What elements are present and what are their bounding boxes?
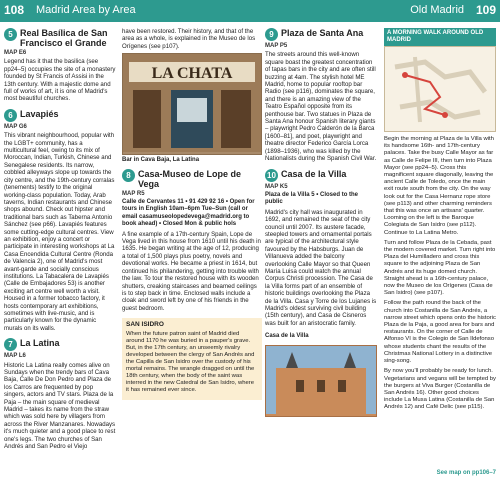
map-ref: MAP G6 [4,123,27,130]
photo-bar-la-latina [122,53,262,155]
walk-paragraph: By now you'll probably be ready for lunch. Vegetarians and vegans will be tempted by the burgers at Viva Burger (Costanilla de San Andrés 16). Other good choices include La Musa Latina (Costanilla de San Andrés 12) and Café Delic (see p115). [384,368,496,411]
entry-10 [265,169,377,328]
photo-caption: Casa de la Villa [265,333,309,340]
entry-number: 10 [265,169,278,182]
column-4 [384,28,496,474]
san-isidro-box [122,318,262,399]
entry-number: 5 [4,28,17,41]
walk-map [384,46,496,132]
route-map-illustration [385,47,495,129]
entry-title: Casa-Museo de Lope de Vega [138,168,242,189]
building-illustration [266,346,376,414]
entry-title: Plaza de Santa Ana [281,28,364,38]
entry-title: La Latina [20,338,60,349]
photo-caption: Bar in Cava Baja, La Latina [122,157,200,164]
entry-text: A fine example of a 17th-century Spain, Lope de Vega lived in this house from 1610 until his death in 1635. He began writing at the age of 12, producing a total of 1,500 plays plus poetry, novels and devotional works. He became a priest in 1614, but continued his philandering, getting into trouble with the law. To tour the restored house with its wooden shutters, creaking staircases and beamed ceilings is to step back in time. Enclosed walls include a cloak and sword left by one of his friends in the guest bedroom. [122,230,261,312]
entry-number: 6 [4,109,17,122]
page-header [0,0,500,22]
photo-casa-de-la-villa [265,345,377,417]
map-ref: MAP R5 [122,190,145,197]
column-2 [122,28,262,474]
walk-paragraph: Begin the morning at Plaza de la Villa with its handsome 16th- and 17th-century palaces. Take the busy Calle Mayor as far as Calle de Felipe III, then turn into Plaza Mayor (see pp24–5). Cross this magnificent square diagonally, leaving the ancient Calle de Toledo, once the main exit route south from the city. On the way look out for the Casa Hernanz rope store (see p113) and other charming reminders that this was once an artisans' quarter. Looming on the left is the Baroque Colegiata de San Isidro (see p112). Continue to La Latina Metro. [384,136,494,236]
entry-7 [4,338,116,450]
map-ref: MAP P5 [265,43,288,49]
bar-facade-illustration [123,54,261,152]
visitor-info: Calle de Cervantes 11 • 91 429 92 16 • Open for tours in English 10am–6pm Tue–Sun (call or email casamuseolopedevega@madrid.org to book ahead) • Closed Mon & public hols [122,199,255,228]
entry-6 [4,109,116,332]
entry-text: The streets around this well-known square boast the greatest concentration of tapas bars in the city and are often still buzzing at 4am. The stylish hotel ME Madrid, home to popular rooftop bar Radio (see p116), dominates the square, and there is an amazing view of the Teatro Español opposite from its penthouse bar. Two statues in Plaza de Santa Ana honour Spanish literary giants – playwright Pedro Calderón de la Barca [1600–81], and poet, playwright and theatre director Federico García Lorca (1898–1936), who was killed by the Nationalists during the Spanish Civil War. [265,51,377,163]
walk-paragraph: Follow the path round the back of the church into Costanilla de San Andrés, a narrow street which opens onto the historic Plaza de la Paja, a good area for bars and restaurants. On the corner of Calle de Alfonso VI is the Colegio de San Ildefonso whose students chant the results of the Christmas National Lottery in a distinctive sing-song. [384,300,496,365]
bar-sign: LA CHATA [151,65,233,83]
column-3 [265,28,377,474]
entry-title: Lavapiés [20,108,59,119]
visitor-info: Plaza de la Villa 5 • Closed to the public [265,191,359,206]
entry-number: 9 [265,28,278,41]
map-reference-footer: See map on pp106–7 [436,470,496,476]
continued-text: have been restored. Their history, and that of the area as a whole, is explained in the Museo de los Orígenes (see p107). [122,28,256,50]
page-number-right: 109 [475,3,496,17]
walk-heading: A MORNING WALK AROUND OLD MADRID [384,28,496,46]
box-text: When the future patron saint of Madrid died around 1170 he was buried in a pauper's grave. But, in the 17th century, an unseemly rivalry developed between the clergy of San Andrés and the Capilla de San Isidro over the custody of his mortal remains. The wrangle dragged on until the 18th century, when the body of the saint was interred in the new Catedral de San Isidro, where it has remained ever since. [126,330,255,393]
entry-9 [265,28,377,163]
entry-number: 8 [122,169,135,182]
page-number-left: 108 [4,3,25,17]
entry-8 [122,169,262,313]
section-title-right: Old Madrid [410,4,464,16]
entry-5 [4,28,116,103]
entry-number: 7 [4,338,17,351]
column-1 [4,28,116,474]
map-ref: MAP K5 [265,183,288,190]
section-title-left: Madrid Area by Area [36,4,136,16]
entry-title: Casa de la Villa [281,168,347,179]
entry-text: Historic La Latina really comes alive on Sundays when the trendy bars of Cava Baja, Calle De Don Pedro and Plaza de los Carros are frequented by pop singers, actors and TV stars. Plaza de la Paja – the main square of medieval Madrid – takes its name from the straw which was sold here by villagers from across the River Manzanares. Nowadays it's much quieter and a good place to rest one's legs. The two churches of San Andrés and San Pedro el Viejo [4,361,116,451]
entry-text: Madrid's city hall was inaugurated in 1692, and remained the seat of the city council until 2007. Its austere facade, steepled towers and ornamental portals are typical of the architectural style favoured by the Habsburgs. Juan de Villanueva added the balcony overlooking Calle Mayor so that Queen María Luisa could watch the annual Corpus Christi procession. The Casa de la Villa forms part of an ensemble of historic buildings overlooking the Plaza de la Villa. Casa y Torre de los Lujanes is Madrid's oldest surviving civil building (15th century), and Casa de Cisneros was built for an aristocratic family. [265,208,377,327]
entry-title: Real Basílica de San Francisco el Grande [20,28,108,48]
entry-text: Legend has it that the basilica (see pp24–5) occupies the site of a monastery founded by St Francis of Assisi in the 13th century. With a majestic dome and full of works of art, it is one of Madrid's most beautiful churches. [4,58,116,103]
map-ref: MAP E6 [4,50,27,56]
map-ref: MAP L6 [4,353,26,360]
entry-text: This vibrant neighbourhood, popular with the LGBT+ community, has a multicultural feel, owing to its mix of Moroccan, Indian, Turkish, Chinese and Senegalese residents. Its narrow, cobbled alleyways slope up towards the city centre, and the 19th-century corralas (tenements) testify to the original working-class population. Today, Arab taverns, Indian restaurants and Chinese shops abound. Check out hipster and traditional bars such as Taberna Antonio Sánchez (see p66). Lavapiés features some cutting-edge cultural centres. View an exhibition, enjoy a concert or participate in interesting workshops at La Casa Encendida Cultural Centre (Ronda de Valencia 2), one of Madrid's most avant-garde and socially conscious institutions. La Tabacalera de Lavapiés (Calle de Embajadores 53) is another exciting art centre well worth a visit. Housed in a former tobacco factory, it hosts contemporary art exhibitions, sometimes with live-music, and is particularly known for the dynamic murals on its walls. [4,132,115,332]
walk-paragraph: Turn and follow Plaza de la Cebada, past the modern covered market. Turn right into Plaza del Humilladero and cross this square to the adjoining Plaza de San Andrés and its huge domed church. Straight ahead is a 16th-century palace, now the Museo de los Orígenes (Casa de San Isidro) (see p107). [384,239,496,297]
box-title: SAN ISIDRO [126,321,164,329]
